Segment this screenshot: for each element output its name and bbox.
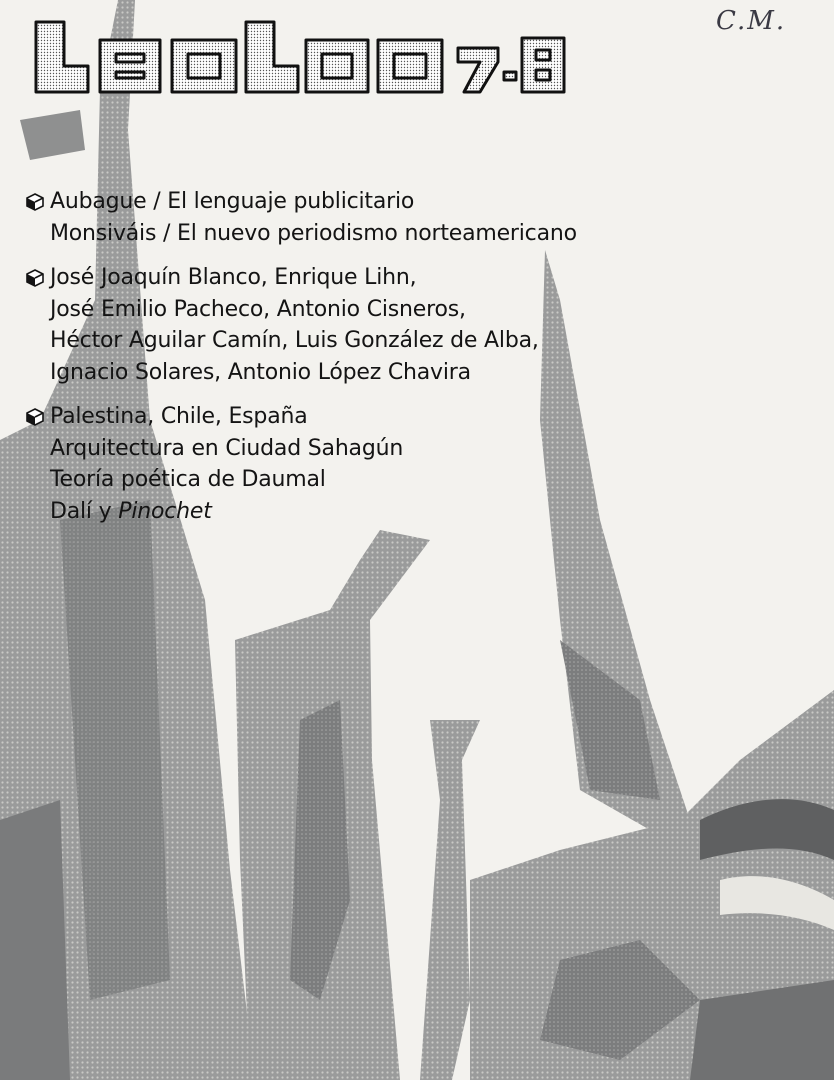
cube-bullet-icon: [26, 193, 44, 211]
contents-line: Monsiváis / El nuevo periodismo norteamericano: [50, 220, 577, 246]
contents-line: Arquitectura en Ciudad Sahagún: [50, 435, 404, 461]
contents-line: Palestina, Chile, España: [26, 401, 726, 433]
cube-bullet-icon: [26, 408, 44, 426]
center-rifles-silhouette: [235, 530, 480, 1080]
cube-bullet-icon: [26, 269, 44, 287]
contents-line: José Joaquín Blanco, Enrique Lihn,: [26, 262, 726, 294]
contents-line: José Emilio Pacheco, Antonio Cisneros,: [50, 296, 466, 322]
contents-line: Teoría poética de Daumal: [50, 467, 326, 492]
contents-line: Héctor Aguilar Camín, Luis González de Alba,: [50, 328, 539, 353]
contents-group: [26, 401, 726, 527]
contents-line: Dalí y Pinochet: [50, 498, 212, 524]
contents-line: Ignacio Solares, Antonio López Chavira: [50, 359, 471, 385]
contents-list: [26, 186, 726, 540]
contents-group: [26, 186, 726, 249]
left-rifle-silhouette: [0, 0, 255, 1080]
contents-group: [26, 262, 726, 388]
contents-line: Aubague / El lenguaje publicitario: [26, 186, 726, 218]
handwritten-annotation: C.M.: [716, 6, 787, 36]
masthead-logo: [28, 18, 568, 100]
